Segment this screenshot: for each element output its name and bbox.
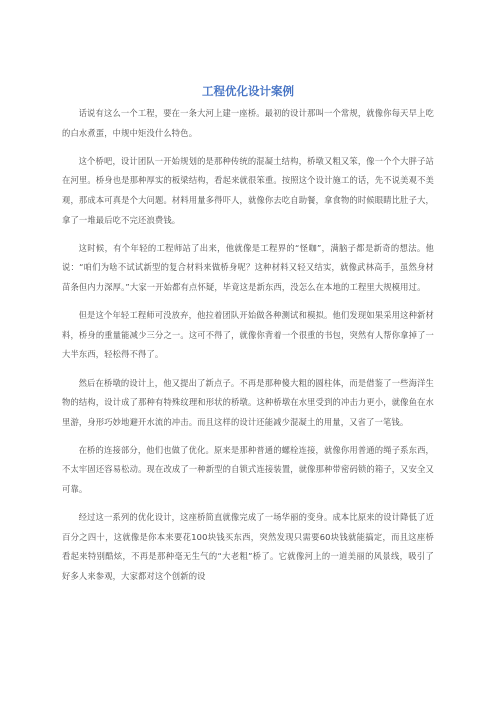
document-title: 工程优化设计案例: [202, 84, 294, 98]
paragraph-2: 这个桥吧，设计团队一开始规划的是那种传统的混凝土结构，桥墩又粗又笨，像一个个大胖子站在河里。桥身也是那种厚实的板梁结构，看起来就很笨重。按照这个设计施工的话，先不说美观不美观，那成本可真是个大问题。材料用量多得吓人，就像你去吃自助餐，拿食物的时候眼睛比肚子大，拿了一堆最后吃不完还浪费钱。: [62, 155, 434, 225]
paragraph-6: 在桥的连接部分，他们也做了优化。原来是那种普通的螺栓连接，就像你用普通的绳子系东西，不太牢固还容易松动。现在改成了一种新型的自锁式连接装置，就像那种带密码锁的箱子，又安全又可靠。: [62, 444, 434, 495]
paragraph-3: 这时候，有个年轻的工程师站了出来，他就像是工程界的“怪咖”，满脑子都是新奇的想法。他说：“咱们为啥不试试新型的复合材料来做桥身呢？这种材料又轻又结实，就像武林高手，虽然身材苗条但内力深厚。”大家一开始都有点怀疑，毕竟这是新东西，没怎么在本地的工程里大规模用过。: [62, 242, 434, 292]
paragraph-1: 话说有这么一个工程，要在一条大河上建一座桥。最初的设计那叫一个常规，就像你每天早上吃的白水煮蛋，中规中矩没什么特色。: [62, 108, 434, 138]
paragraph-7: 经过这一系列的优化设计，这座桥简直就像完成了一场华丽的变身。成本比原来的设计降低了近百分之四十，这就像是你本来要花100块钱买东西，突然发现只需要60块钱就能搞定，而且这座桥看起来特别酷炫，不再是那种毫无生气的“大老粗”桥了。它就像河上的一道美丽的风景线，吸引了好多人来参观，大家都对这个创新的设: [62, 512, 434, 582]
paragraph-5: 然后在桥墩的设计上，他又提出了新点子。不再是那种傻大粗的圆柱体，而是借鉴了一些海洋生物的结构，设计成了那种有特殊纹理和形状的桥墩。这种桥墩在水里受到的冲击力更小，就像鱼在水里游，身形巧妙地避开水流的冲击。而且这样的设计还能减少混凝土的用量，又省了一笔钱。: [62, 377, 434, 427]
paragraph-4: 但是这个年轻工程师可没放弃，他拉着团队开始做各种测试和模拟。他们发现如果采用这种新材料，桥身的重量能减少三分之一。这可不得了，就像你背着一个很重的书包，突然有人帮你拿掉了一大半东西，轻松得不得了。: [62, 310, 434, 360]
